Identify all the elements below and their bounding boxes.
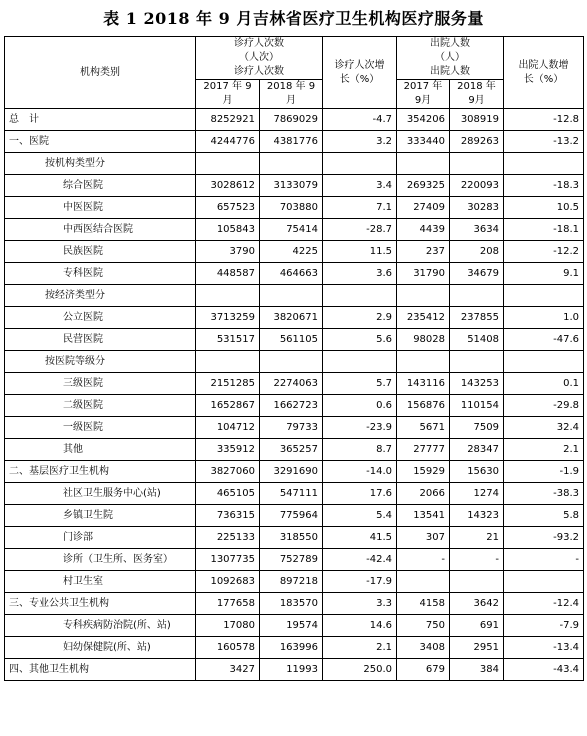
visits-2018-cell: 11993	[260, 659, 323, 681]
table-row	[5, 637, 584, 659]
table-row	[5, 219, 584, 241]
visits-2018-cell	[260, 153, 323, 175]
table-row	[5, 659, 584, 681]
visits-2017-cell	[196, 153, 260, 175]
visits-growth-cell: 5.4	[323, 505, 397, 527]
discharged-2017-cell: 98028	[397, 329, 450, 351]
visits-2018-cell: 2274063	[260, 373, 323, 395]
visits-growth-cell: 3.3	[323, 593, 397, 615]
table-row	[5, 417, 584, 439]
discharged-growth-cell: 9.1	[504, 263, 584, 285]
header-visits-growth-line1: 诊疗人次增	[334, 59, 385, 71]
discharged-growth-cell	[504, 351, 584, 373]
table-row	[5, 571, 584, 593]
header-visits-2017	[196, 80, 260, 109]
visits-2018-cell: 7869029	[260, 109, 323, 131]
visits-2017-cell	[196, 351, 260, 373]
header-discharged-growth-line1: 出院人数增	[518, 59, 569, 71]
discharged-growth-cell: 1.0	[504, 307, 584, 329]
category-cell: 民族医院	[5, 241, 196, 263]
header-visits-2017-line1: 2017 年 9	[203, 81, 252, 92]
visits-2018-cell: 3820671	[260, 307, 323, 329]
visits-2017-cell: 335912	[196, 439, 260, 461]
visits-2018-cell: 19574	[260, 615, 323, 637]
visits-2018-cell: 1662723	[260, 395, 323, 417]
discharged-2017-cell: 3408	[397, 637, 450, 659]
discharged-2018-cell: -	[450, 549, 504, 571]
discharged-2017-cell: 269325	[397, 175, 450, 197]
table-body	[5, 109, 584, 681]
category-cell: 中医医院	[5, 197, 196, 219]
category-cell: 社区卫生服务中心(站)	[5, 483, 196, 505]
visits-2018-cell: 775964	[260, 505, 323, 527]
visits-2017-cell: 736315	[196, 505, 260, 527]
discharged-2018-cell: 7509	[450, 417, 504, 439]
header-visits-line3: 诊疗人次数	[234, 66, 284, 77]
visits-2017-cell: 1092683	[196, 571, 260, 593]
table-title: 表 1 2018 年 9 月吉林省医疗卫生机构医疗服务量	[103, 9, 484, 28]
discharged-2018-cell: 30283	[450, 197, 504, 219]
category-cell: 诊所（卫生所、医务室）	[5, 549, 196, 571]
discharged-growth-cell: -7.9	[504, 615, 584, 637]
header-category: 机构类别	[5, 37, 196, 109]
header-discharged	[397, 37, 504, 80]
header-discharged-2018-line1: 2018 年	[457, 81, 496, 92]
visits-2017-cell: 657523	[196, 197, 260, 219]
discharged-2018-cell: 34679	[450, 263, 504, 285]
discharged-growth-cell: 32.4	[504, 417, 584, 439]
discharged-2017-cell: 15929	[397, 461, 450, 483]
visits-2017-cell: 3427	[196, 659, 260, 681]
category-cell: 三级医院	[5, 373, 196, 395]
visits-growth-cell	[323, 351, 397, 373]
header-discharged-line1: 出院人数	[430, 38, 470, 49]
visits-2018-cell: 3133079	[260, 175, 323, 197]
visits-growth-cell: -17.9	[323, 571, 397, 593]
discharged-2017-cell: 237	[397, 241, 450, 263]
visits-growth-cell: -28.7	[323, 219, 397, 241]
category-cell: 按机构类型分	[5, 153, 196, 175]
category-cell: 门诊部	[5, 527, 196, 549]
discharged-2018-cell	[450, 285, 504, 307]
visits-growth-cell: -14.0	[323, 461, 397, 483]
table-row	[5, 153, 584, 175]
discharged-2018-cell: 384	[450, 659, 504, 681]
category-cell: 综合医院	[5, 175, 196, 197]
discharged-2018-cell: 237855	[450, 307, 504, 329]
discharged-2017-cell: 27777	[397, 439, 450, 461]
category-cell: 二、基层医疗卫生机构	[5, 461, 196, 483]
visits-2018-cell	[260, 351, 323, 373]
category-cell: 一级医院	[5, 417, 196, 439]
discharged-2018-cell: 15630	[450, 461, 504, 483]
discharged-2018-cell: 3634	[450, 219, 504, 241]
visits-growth-cell: 8.7	[323, 439, 397, 461]
discharged-2017-cell	[397, 285, 450, 307]
discharged-2017-cell: 4158	[397, 593, 450, 615]
category-cell: 按经济类型分	[5, 285, 196, 307]
discharged-2017-cell: 333440	[397, 131, 450, 153]
category-cell: 二级医院	[5, 395, 196, 417]
category-cell: 村卫生室	[5, 571, 196, 593]
visits-2018-cell: 163996	[260, 637, 323, 659]
discharged-growth-cell: -47.6	[504, 329, 584, 351]
discharged-2017-cell: 235412	[397, 307, 450, 329]
visits-2017-cell: 465105	[196, 483, 260, 505]
table-row	[5, 307, 584, 329]
visits-growth-cell: -23.9	[323, 417, 397, 439]
table-row	[5, 461, 584, 483]
visits-2018-cell: 318550	[260, 527, 323, 549]
discharged-growth-cell: -13.4	[504, 637, 584, 659]
visits-2017-cell: 104712	[196, 417, 260, 439]
header-visits	[196, 37, 323, 80]
header-discharged-growth	[504, 37, 584, 109]
discharged-growth-cell: -1.9	[504, 461, 584, 483]
discharged-2017-cell: 307	[397, 527, 450, 549]
visits-growth-cell: 11.5	[323, 241, 397, 263]
discharged-2018-cell: 21	[450, 527, 504, 549]
category-cell: 妇幼保健院(所、站)	[5, 637, 196, 659]
header-visits-2017-line2: 月	[222, 95, 233, 106]
visits-2017-cell: 225133	[196, 527, 260, 549]
visits-growth-cell: 250.0	[323, 659, 397, 681]
category-cell: 按医院等级分	[5, 351, 196, 373]
discharged-growth-cell: -38.3	[504, 483, 584, 505]
category-cell: 专科疾病防治院(所、站)	[5, 615, 196, 637]
discharged-2017-cell: 354206	[397, 109, 450, 131]
discharged-growth-cell: 0.1	[504, 373, 584, 395]
discharged-2018-cell: 2951	[450, 637, 504, 659]
visits-growth-cell: 17.6	[323, 483, 397, 505]
visits-growth-cell: 41.5	[323, 527, 397, 549]
category-cell: 三、专业公共卫生机构	[5, 593, 196, 615]
discharged-2018-cell: 208	[450, 241, 504, 263]
visits-2017-cell: 1307735	[196, 549, 260, 571]
visits-2018-cell: 75414	[260, 219, 323, 241]
discharged-2018-cell: 1274	[450, 483, 504, 505]
visits-2017-cell	[196, 285, 260, 307]
discharged-growth-cell: -12.4	[504, 593, 584, 615]
visits-growth-cell: 2.1	[323, 637, 397, 659]
visits-growth-cell: 3.4	[323, 175, 397, 197]
visits-growth-cell: -4.7	[323, 109, 397, 131]
discharged-2018-cell: 220093	[450, 175, 504, 197]
category-cell: 乡镇卫生院	[5, 505, 196, 527]
category-cell: 其他	[5, 439, 196, 461]
table-row	[5, 197, 584, 219]
table-row	[5, 329, 584, 351]
visits-2018-cell: 897218	[260, 571, 323, 593]
visits-2017-cell: 3713259	[196, 307, 260, 329]
discharged-2017-cell: -	[397, 549, 450, 571]
discharged-growth-cell: -18.3	[504, 175, 584, 197]
discharged-growth-cell: 10.5	[504, 197, 584, 219]
discharged-2017-cell: 4439	[397, 219, 450, 241]
discharged-2017-cell: 31790	[397, 263, 450, 285]
discharged-2018-cell: 51408	[450, 329, 504, 351]
discharged-growth-cell: 5.8	[504, 505, 584, 527]
category-cell: 民营医院	[5, 329, 196, 351]
visits-2017-cell: 160578	[196, 637, 260, 659]
visits-growth-cell	[323, 285, 397, 307]
discharged-2017-cell: 2066	[397, 483, 450, 505]
discharged-2017-cell: 143116	[397, 373, 450, 395]
category-cell: 专科医院	[5, 263, 196, 285]
header-visits-growth-line2: 长（%）	[339, 73, 380, 85]
visits-2017-cell: 531517	[196, 329, 260, 351]
discharged-2017-cell	[397, 153, 450, 175]
visits-growth-cell: 2.9	[323, 307, 397, 329]
visits-growth-cell: 5.7	[323, 373, 397, 395]
visits-2017-cell: 448587	[196, 263, 260, 285]
header-visits-growth	[323, 37, 397, 109]
discharged-growth-cell: -	[504, 549, 584, 571]
category-cell: 公立医院	[5, 307, 196, 329]
discharged-2018-cell	[450, 351, 504, 373]
discharged-growth-cell	[504, 153, 584, 175]
discharged-2018-cell	[450, 571, 504, 593]
discharged-2018-cell: 143253	[450, 373, 504, 395]
table-row	[5, 505, 584, 527]
header-discharged-growth-line2: 长（%）	[523, 73, 564, 85]
visits-2018-cell	[260, 285, 323, 307]
header-visits-line1: 诊疗人次数	[234, 38, 284, 49]
table-row	[5, 131, 584, 153]
discharged-growth-cell: -43.4	[504, 659, 584, 681]
visits-2017-cell: 3827060	[196, 461, 260, 483]
visits-2017-cell: 3028612	[196, 175, 260, 197]
visits-2017-cell: 3790	[196, 241, 260, 263]
visits-growth-cell: 14.6	[323, 615, 397, 637]
discharged-2018-cell: 289263	[450, 131, 504, 153]
visits-2017-cell: 17080	[196, 615, 260, 637]
visits-growth-cell: 3.2	[323, 131, 397, 153]
discharged-2018-cell: 308919	[450, 109, 504, 131]
table-row	[5, 263, 584, 285]
table-row	[5, 615, 584, 637]
visits-growth-cell: -42.4	[323, 549, 397, 571]
visits-2018-cell: 183570	[260, 593, 323, 615]
discharged-growth-cell: -12.8	[504, 109, 584, 131]
discharged-growth-cell: -18.1	[504, 219, 584, 241]
visits-2017-cell: 4244776	[196, 131, 260, 153]
discharged-2018-cell: 691	[450, 615, 504, 637]
table-row	[5, 373, 584, 395]
visits-2018-cell: 4225	[260, 241, 323, 263]
discharged-growth-cell: -29.8	[504, 395, 584, 417]
discharged-2017-cell: 750	[397, 615, 450, 637]
visits-growth-cell: 3.6	[323, 263, 397, 285]
table-row	[5, 241, 584, 263]
header-discharged-line2: （人）	[435, 52, 465, 63]
visits-growth-cell	[323, 153, 397, 175]
header-discharged-2018	[450, 80, 504, 109]
visits-2018-cell: 752789	[260, 549, 323, 571]
visits-2017-cell: 105843	[196, 219, 260, 241]
table-row	[5, 527, 584, 549]
header-discharged-2018-line2: 9月	[468, 95, 485, 106]
discharged-growth-cell	[504, 285, 584, 307]
discharged-growth-cell	[504, 571, 584, 593]
header-visits-2018-line2: 月	[286, 95, 296, 106]
header-discharged-2017-line2: 9月	[414, 95, 432, 106]
header-visits-2018	[260, 80, 323, 109]
medical-service-table	[4, 36, 584, 681]
header-visits-line2: （人次）	[239, 52, 279, 63]
visits-2018-cell: 365257	[260, 439, 323, 461]
discharged-2018-cell: 3642	[450, 593, 504, 615]
table-row	[5, 395, 584, 417]
visits-growth-cell: 7.1	[323, 197, 397, 219]
table-row	[5, 483, 584, 505]
visits-2018-cell: 3291690	[260, 461, 323, 483]
discharged-2017-cell	[397, 571, 450, 593]
visits-2018-cell: 4381776	[260, 131, 323, 153]
table-row	[5, 549, 584, 571]
visits-2018-cell: 561105	[260, 329, 323, 351]
header-discharged-line3: 出院人数	[430, 66, 470, 77]
visits-2018-cell: 464663	[260, 263, 323, 285]
discharged-growth-cell: -13.2	[504, 131, 584, 153]
discharged-2018-cell: 14323	[450, 505, 504, 527]
discharged-2017-cell	[397, 351, 450, 373]
discharged-2018-cell: 110154	[450, 395, 504, 417]
table-row	[5, 175, 584, 197]
table-row	[5, 593, 584, 615]
visits-2018-cell: 703880	[260, 197, 323, 219]
table-row	[5, 351, 584, 373]
visits-2017-cell: 177658	[196, 593, 260, 615]
discharged-2018-cell: 28347	[450, 439, 504, 461]
discharged-growth-cell: 2.1	[504, 439, 584, 461]
category-cell: 一、医院	[5, 131, 196, 153]
discharged-growth-cell: -12.2	[504, 241, 584, 263]
header-discharged-2017-line1: 2017 年	[403, 81, 443, 92]
visits-2017-cell: 2151285	[196, 373, 260, 395]
visits-growth-cell: 5.6	[323, 329, 397, 351]
header-visits-2018-line1: 2018 年 9	[266, 81, 316, 92]
visits-2017-cell: 8252921	[196, 109, 260, 131]
visits-2018-cell: 547111	[260, 483, 323, 505]
table-row	[5, 109, 584, 131]
discharged-2018-cell	[450, 153, 504, 175]
discharged-2017-cell: 13541	[397, 505, 450, 527]
table-row	[5, 439, 584, 461]
visits-2018-cell: 79733	[260, 417, 323, 439]
header-discharged-2017	[397, 80, 450, 109]
visits-2017-cell: 1652867	[196, 395, 260, 417]
visits-growth-cell: 0.6	[323, 395, 397, 417]
discharged-2017-cell: 679	[397, 659, 450, 681]
discharged-2017-cell: 27409	[397, 197, 450, 219]
discharged-growth-cell: -93.2	[504, 527, 584, 549]
discharged-2017-cell: 5671	[397, 417, 450, 439]
discharged-2017-cell: 156876	[397, 395, 450, 417]
table-row	[5, 285, 584, 307]
category-cell: 总 计	[5, 109, 196, 131]
category-cell: 四、其他卫生机构	[5, 659, 196, 681]
category-cell: 中西医结合医院	[5, 219, 196, 241]
